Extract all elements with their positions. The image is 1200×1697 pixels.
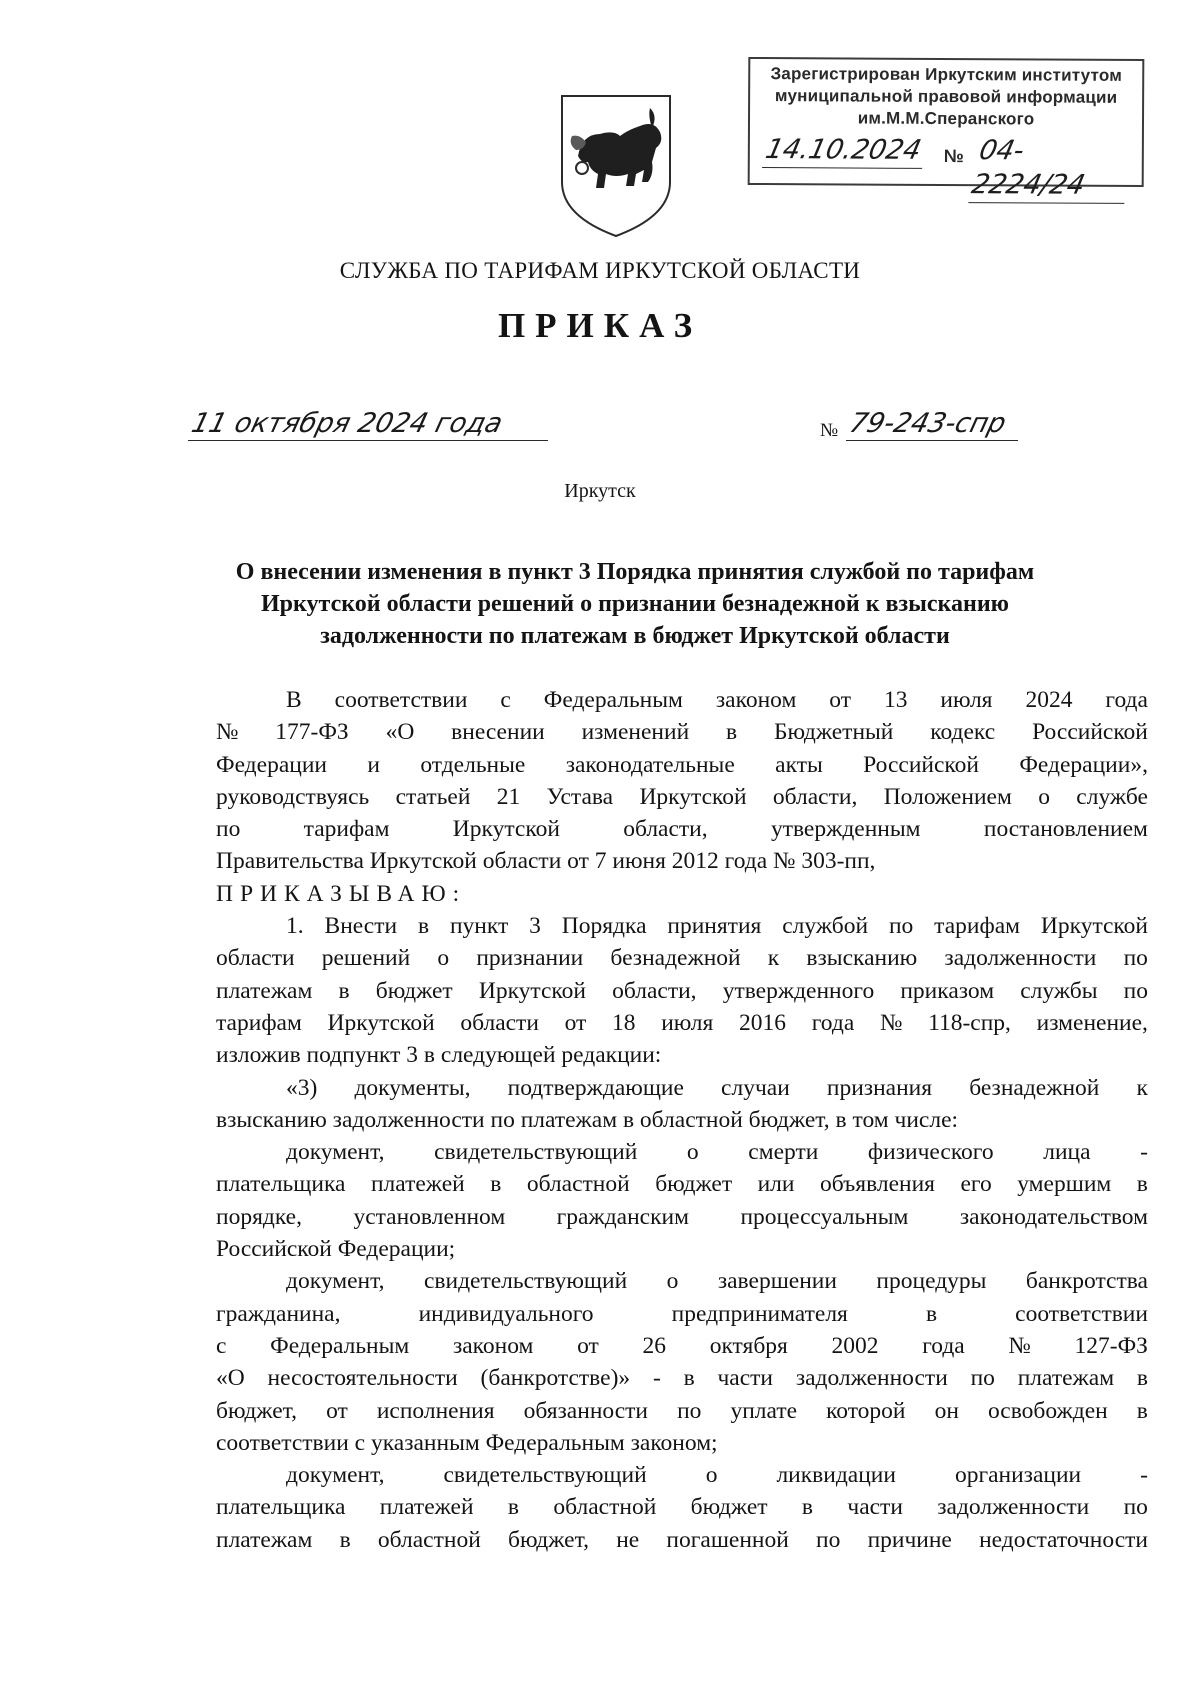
stamp-line-1: Зарегистрирован Иркутским институтом [770, 64, 1123, 85]
word: года [922, 1332, 965, 1359]
text-line: изложив подпункт 3 в следующей редакции: [216, 1042, 662, 1069]
word: безнадежной [610, 945, 741, 972]
text-line [216, 1298, 1148, 1330]
word: 127-ФЗ [1074, 1332, 1148, 1359]
word: случаи [721, 1074, 790, 1101]
word: постановлением [983, 816, 1148, 843]
word: по [970, 1365, 995, 1392]
word: задолженности [944, 945, 1097, 972]
word: причине [867, 1526, 952, 1553]
word: свидетельствующий [443, 1462, 647, 1489]
word: 177-ФЗ [275, 719, 349, 746]
word: или [757, 1171, 795, 1198]
order-word: ПРИКАЗЫВАЮ: [216, 880, 467, 907]
word: службы [1020, 977, 1098, 1004]
word: в [726, 719, 738, 746]
bankruptcy-document-paragraph [216, 1265, 1148, 1459]
text-line: Российской Федерации; [216, 1236, 456, 1263]
word: области, [612, 977, 697, 1004]
word: плательщика [216, 1171, 346, 1198]
text-line [216, 1362, 1148, 1394]
word: к [1136, 1074, 1148, 1101]
word: в [925, 1300, 938, 1327]
word: по [816, 1526, 841, 1553]
word: документ, [286, 1139, 385, 1166]
word: Иркутской [1040, 913, 1148, 940]
word: части [717, 1365, 774, 1392]
text-line [216, 1201, 1148, 1233]
word: бюджет [655, 1171, 733, 1198]
word: объявления [820, 1171, 935, 1198]
word: о [686, 1139, 699, 1166]
text-line [216, 1524, 1148, 1556]
word: руководствуясь [216, 783, 370, 810]
text-line [216, 1459, 1148, 1491]
word: 118-спр, [928, 1009, 1011, 1036]
word: - [652, 1365, 661, 1392]
word: по [1123, 977, 1148, 1004]
word: области, [772, 783, 858, 810]
word: - [1140, 1462, 1148, 1489]
word: 1. [286, 913, 304, 940]
word: тарифам [216, 1009, 302, 1036]
word: Федерации», [1019, 751, 1148, 778]
title-line: О внесении изменения в пункт 3 Порядка принятия службой по тарифам [235, 559, 1035, 585]
word: процедуры [876, 1268, 987, 1295]
word: службой [782, 913, 869, 940]
text-line [216, 1330, 1148, 1362]
word: Внести [324, 913, 398, 940]
word: Федеральным [270, 1332, 410, 1359]
word: в [490, 1171, 502, 1198]
text-line [216, 910, 1148, 942]
word: Иркутской [452, 816, 560, 843]
word: подтверждающие [507, 1074, 684, 1101]
word: по [216, 816, 241, 843]
word: внесении [451, 719, 545, 746]
text-line [216, 1136, 1148, 1168]
word: о [666, 1268, 679, 1295]
quote-paragraph [216, 1072, 1148, 1137]
word: организации [954, 1462, 1082, 1489]
word: в [1136, 1365, 1148, 1392]
word: документ, [286, 1268, 385, 1295]
word: области [460, 1009, 539, 1036]
text-line: Правительства Иркутской области от 7 июня 2012 года № 303-пп, [216, 848, 876, 875]
word: в [683, 1365, 695, 1392]
word: Российской [863, 751, 979, 778]
word: соответствии [1015, 1300, 1148, 1327]
text-line [216, 684, 1148, 716]
document-city: Иркутск [564, 480, 636, 502]
word: в [1136, 1171, 1148, 1198]
word: гражданина, [216, 1300, 341, 1327]
stamp-registration-row [760, 133, 1134, 201]
word: к [767, 945, 780, 972]
text-line [216, 975, 1148, 1007]
text-line [216, 1265, 1148, 1297]
word: 13 [883, 687, 908, 713]
word: «О [216, 1365, 245, 1392]
word: о [437, 945, 450, 972]
word: «О [385, 719, 415, 746]
word: платежам [216, 977, 313, 1004]
word: акты [775, 751, 823, 778]
word: признании [476, 945, 584, 972]
word: кодекс [930, 719, 996, 746]
word: соответствии [334, 687, 468, 713]
word: отдельные [420, 751, 526, 778]
word: № [1008, 1332, 1031, 1359]
word: от [326, 1397, 348, 1424]
word: задолженности [937, 1494, 1090, 1521]
document-title [210, 556, 1060, 652]
word: индивидуального [418, 1300, 594, 1327]
word: документ, [286, 1462, 385, 1489]
word: недостаточности [979, 1526, 1148, 1553]
title-line: Иркутской области решений о признании безнадежной к взысканию [260, 591, 1010, 617]
word: в [1136, 1397, 1148, 1424]
word: года [1105, 687, 1148, 713]
word: процессуальным [740, 1203, 909, 1230]
word: установленном [353, 1203, 506, 1230]
word: Федерации [216, 751, 327, 778]
word: части [847, 1494, 903, 1521]
word: не [616, 1526, 640, 1553]
word: области, [623, 816, 708, 843]
word: Бюджетный [774, 719, 894, 746]
organization-name: СЛУЖБА ПО ТАРИФАМ ИРКУТСКОЙ ОБЛАСТИ [339, 258, 861, 283]
text-line [216, 813, 1148, 845]
word: и [367, 751, 380, 778]
word: тарифам [934, 913, 1020, 940]
word: по [1123, 945, 1148, 972]
text-line [216, 749, 1148, 781]
word: безнадежной [969, 1074, 1100, 1101]
word: лица [1043, 1139, 1091, 1166]
word: завершении [717, 1268, 837, 1295]
word: Российской [1032, 719, 1148, 746]
word: погашенной [666, 1526, 789, 1553]
word: областной [526, 1171, 630, 1198]
word: от [564, 1009, 587, 1036]
liquidation-document-paragraph [216, 1459, 1148, 1556]
text-line: соответствии с указанным Федеральным законом; [216, 1429, 718, 1456]
word: с [500, 687, 511, 713]
word: бюджет, [507, 1526, 589, 1553]
stamp-date: 14.10.2024 [762, 133, 930, 169]
word: о [1038, 783, 1050, 810]
word: года [811, 1009, 855, 1036]
text-line [216, 1395, 1148, 1427]
word: в [801, 1494, 814, 1521]
word: которой [826, 1397, 906, 1424]
word: (банкротстве)» [480, 1365, 631, 1392]
word: от [829, 687, 851, 713]
word: Положением [883, 783, 1012, 810]
text-line [216, 781, 1148, 813]
word: приказом [900, 977, 995, 1004]
text-line [216, 1007, 1148, 1039]
word: исполнения [376, 1397, 495, 1424]
word: Иркутской [639, 783, 747, 810]
word: плательщика [216, 1494, 346, 1521]
word: платежам [1017, 1365, 1115, 1392]
word: статьей [395, 783, 471, 810]
word: ликвидации [776, 1462, 896, 1489]
document-body [216, 684, 1148, 1556]
word: умершим [1017, 1171, 1112, 1198]
stamp-number-sign: № [943, 145, 964, 167]
word: 26 [642, 1332, 666, 1359]
title-line: задолженности по платежам в бюджет Иркутской области [320, 623, 950, 649]
word: Порядка [561, 913, 647, 940]
word: документы, [354, 1074, 471, 1101]
word: июля [940, 687, 993, 713]
word: уплате [730, 1397, 798, 1424]
word: обязанности [523, 1397, 649, 1424]
word: задолженности [795, 1365, 948, 1392]
word: тарифам [303, 816, 390, 843]
word: Иркутской [478, 977, 586, 1004]
text-line: взысканию задолженности по платежам в областной бюджет, в том числе: [216, 1106, 959, 1133]
word: по [888, 913, 914, 940]
word: физического [867, 1139, 994, 1166]
word: службе [1076, 783, 1148, 810]
word: от [577, 1332, 599, 1359]
document-number-sign: № [820, 420, 839, 441]
word: банкротства [1025, 1268, 1148, 1295]
coat-of-arms-icon [556, 90, 676, 240]
word: июля [661, 1009, 714, 1036]
word: 2016 [739, 1009, 787, 1036]
word: изменение, [1036, 1009, 1148, 1036]
word: В [286, 687, 302, 713]
stamp-number: 04-2224/24 [968, 134, 1139, 204]
text-line [216, 1491, 1148, 1523]
document-type: ПРИКАЗ [497, 306, 703, 345]
word: в [339, 1526, 351, 1553]
death-document-paragraph [216, 1136, 1148, 1265]
word: «3) [286, 1074, 318, 1101]
word: законодательные [565, 751, 735, 778]
word: Федеральным [543, 687, 683, 713]
text-line [216, 716, 1148, 748]
word: № [216, 719, 239, 746]
word: свидетельствующий [434, 1139, 638, 1166]
word: Устава [546, 783, 614, 810]
word: пункт [449, 913, 509, 940]
word: его [960, 1171, 992, 1198]
word: утвержденного [722, 977, 875, 1004]
word: изменений [581, 719, 690, 746]
word: 21 [496, 783, 521, 810]
text-line [216, 1072, 1148, 1104]
word: взысканию [806, 945, 918, 972]
word: по [1123, 1494, 1148, 1521]
word: октября [709, 1332, 788, 1359]
word: о [705, 1462, 718, 1489]
word: бюджет, [216, 1397, 298, 1424]
word: в [417, 913, 430, 940]
registration-stamp [748, 57, 1145, 201]
word: - [1140, 1139, 1148, 1166]
document-number: 79-243-спр [846, 408, 1026, 441]
word: бюджет [690, 1494, 768, 1521]
word: законом [452, 1332, 534, 1359]
word: платежей [370, 1171, 465, 1198]
word: областной [553, 1494, 657, 1521]
word: порядке, [216, 1203, 302, 1230]
word: несостоятельности [267, 1365, 458, 1392]
word: области [216, 945, 295, 972]
preamble-paragraph [216, 684, 1148, 878]
word: 2024 [1025, 687, 1073, 713]
word: предпринимателя [671, 1300, 848, 1327]
word: по [677, 1397, 702, 1424]
word: 18 [612, 1009, 636, 1036]
word: платежам [216, 1526, 313, 1553]
word: областной [377, 1526, 481, 1553]
word: освобожден [987, 1397, 1108, 1424]
word: гражданским [556, 1203, 689, 1230]
word: решений [321, 945, 411, 972]
word: 2002 [831, 1332, 879, 1359]
word: смерти [748, 1139, 819, 1166]
text-line [216, 942, 1148, 974]
word: принятия [667, 913, 762, 940]
text-line [216, 1168, 1148, 1200]
word: он [934, 1397, 959, 1424]
word: законодательством [959, 1203, 1148, 1230]
stamp-line-2: муниципальной правовой информации [774, 86, 1118, 107]
stamp-line-3: им.М.М.Сперанского [857, 108, 1035, 129]
word: бюджет [375, 977, 453, 1004]
word: 3 [529, 913, 541, 940]
item-1-paragraph [216, 910, 1148, 1071]
word: в [338, 977, 350, 1004]
word: с [216, 1332, 227, 1359]
word: в [507, 1494, 520, 1521]
word: Иркутской [327, 1009, 435, 1036]
word: признания [826, 1074, 933, 1101]
word: утвержденным [770, 816, 921, 843]
word: № [879, 1009, 903, 1036]
document-date: 11 октября 2024 года [188, 408, 556, 441]
word: платежей [379, 1494, 474, 1521]
word: законом [715, 687, 797, 713]
word: свидетельствующий [423, 1268, 628, 1295]
